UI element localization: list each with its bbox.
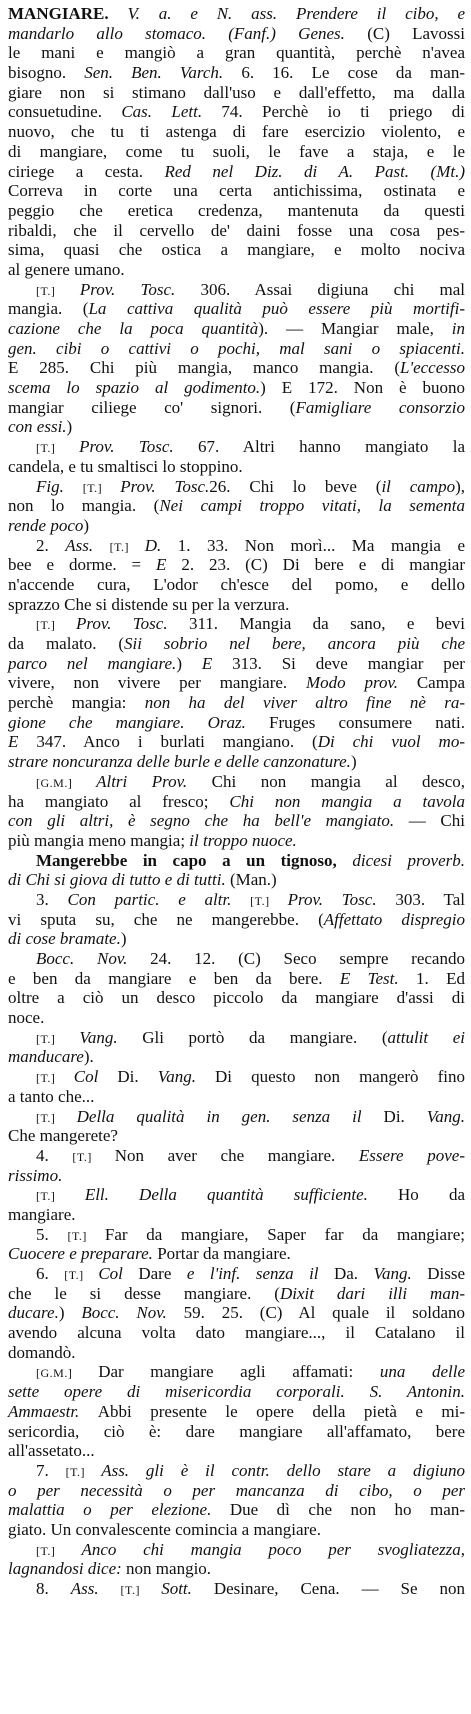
text-segment: 8. — [36, 1579, 71, 1598]
italic-text: Ass. — [65, 535, 110, 555]
text-segment: Far da mangiare, Saper far da mangiare; — [104, 1224, 466, 1244]
editor-tag: [T.] — [36, 1189, 85, 1204]
text-line — [8, 378, 465, 398]
italic-text: manducare — [8, 1047, 84, 1067]
editor-tag: [T.] — [72, 1149, 115, 1164]
text-line — [8, 1185, 465, 1205]
text-segment: ) — [66, 417, 73, 437]
text-line — [8, 831, 465, 851]
text-segment: bisogno. — [8, 63, 85, 83]
italic-text: V. a. e N. ass. Prendere il cibo, e — [108, 4, 465, 23]
text-segment: ), — [455, 476, 465, 496]
text-line — [8, 1402, 465, 1422]
italic-text: Affettato dispregio — [323, 909, 465, 929]
text-line — [8, 4, 465, 24]
text-segment: giato. Un convalescente comincia a mangiare. — [8, 1519, 321, 1539]
text-segment: vivere, non vivere per mangiare. — [8, 673, 307, 693]
text-line — [8, 319, 465, 339]
text-line — [8, 240, 465, 260]
text-segment: non mangio. — [126, 1559, 212, 1579]
text-line — [8, 1205, 465, 1225]
text-line — [8, 851, 465, 871]
text-segment: 1. 33. Non morì... Ma mangia e — [177, 535, 466, 555]
text-line — [8, 752, 465, 772]
italic-text: con gli altri, è segno che ha bell'e mangiato. — [8, 811, 409, 831]
text-line — [8, 1579, 465, 1599]
italic-text: Bocc. Nov. — [81, 1303, 184, 1323]
italic-text: Altri Prov. — [96, 771, 212, 791]
text-segment: nuovo, che tu ti astenga di fare esercizio violento, e — [8, 122, 465, 142]
text-segment: ). — Mangiar male, — [258, 319, 452, 338]
text-segment: 303. Tal — [395, 889, 465, 909]
italic-text: Vang. — [79, 1027, 143, 1047]
text-line — [8, 477, 465, 497]
text-line — [8, 1500, 465, 1520]
text-segment: 24. 12. (C) Seco sempre recando — [150, 949, 465, 968]
text-segment: 74. Perchè io ti priego di — [221, 102, 466, 122]
text-segment: mangiare. — [8, 1204, 76, 1224]
text-segment: ) — [120, 929, 127, 949]
text-line — [8, 398, 465, 418]
text-segment: e ben da mangiare e ben da bere. — [8, 968, 340, 988]
italic-text: E — [156, 555, 182, 575]
text-line — [8, 1146, 465, 1166]
text-segment: Dar mangiare agli affamati: — [98, 1362, 380, 1382]
text-segment: Dare — [138, 1264, 187, 1283]
italic-text: mandarlo allo stomaco. (Fanf.) Genes. — [8, 23, 368, 43]
text-line — [8, 83, 465, 103]
text-line — [8, 43, 465, 63]
italic-text: in — [451, 319, 465, 338]
italic-text: Ell. Della quantità sufficiente. — [84, 1185, 399, 1205]
text-line — [8, 1422, 465, 1442]
italic-text: scema lo spazio al godimento. — [8, 378, 261, 398]
italic-text: Prov. Tosc. — [120, 476, 210, 496]
text-line — [8, 1047, 465, 1067]
text-line — [8, 673, 465, 693]
italic-text: non ha del viver altro fine nè ra- — [144, 693, 465, 713]
italic-text: Sott. — [161, 1579, 214, 1598]
text-segment: ) — [176, 653, 202, 673]
italic-text: una delle — [379, 1362, 465, 1382]
italic-text: Nei campi troppo vitati, la sementa — [159, 496, 466, 516]
editor-tag: [T.] — [120, 1583, 162, 1597]
text-segment: 5. — [36, 1224, 68, 1244]
italic-text: Red nel Diz. di A. Past. (Mt.) — [164, 161, 466, 181]
text-line — [8, 102, 465, 122]
italic-text: il troppo nuoce. — [189, 830, 297, 850]
text-segment: giare non si stimano dall'uso e dall'effetto, ma dalla — [8, 82, 465, 102]
text-line — [8, 713, 465, 733]
italic-text: o per necessità o per mancanza di cibo, o per — [8, 1480, 465, 1500]
text-line — [8, 1067, 465, 1087]
text-segment: vi sputa su, che ne mangerebbe. ( — [8, 909, 324, 929]
text-segment: Non aver che mangiare. — [114, 1145, 359, 1165]
text-line — [8, 142, 465, 162]
text-segment: 6. 16. Le cose da man- — [241, 63, 465, 83]
italic-text: malattia o per elezione. — [8, 1500, 230, 1520]
text-segment: candela, e tu smaltisci lo stoppino. — [8, 456, 243, 476]
text-segment: Desinare, Cena. — Se non — [213, 1579, 466, 1598]
editor-tag: [T.] — [109, 539, 145, 554]
italic-text: strare noncuranza delle burle e delle canzonature. — [8, 752, 351, 772]
editor-tag: [T.] — [36, 1031, 80, 1046]
text-segment: ) — [58, 1303, 82, 1323]
text-segment: 67. Altri hanno mangiato la — [198, 437, 465, 457]
text-line — [8, 949, 465, 969]
text-line — [8, 1166, 465, 1186]
text-line — [8, 417, 465, 437]
editor-tag: [T.] — [64, 1268, 99, 1282]
text-line — [8, 358, 465, 378]
headword: MANGIARE. — [8, 4, 109, 23]
text-segment: mangia. ( — [8, 299, 89, 319]
italic-text: Vang. — [426, 1106, 465, 1126]
italic-text: Col — [98, 1264, 139, 1283]
text-segment: Che mangerete? — [8, 1126, 118, 1146]
text-segment: Di questo non mangerò fino — [215, 1067, 465, 1087]
text-line — [8, 575, 465, 595]
italic-text: ducare. — [8, 1303, 59, 1323]
text-line — [8, 1284, 465, 1304]
text-segment: 4. — [36, 1145, 73, 1165]
italic-text: dicesi proverb. — [352, 850, 465, 870]
italic-text: Famigliare consorzio — [295, 397, 465, 417]
italic-text: Prov. Tosc. — [287, 889, 396, 909]
text-line — [8, 24, 465, 44]
text-line — [8, 162, 465, 182]
italic-text: Modo prov. — [306, 673, 417, 693]
italic-text: di Chi si giova di tutto e di tutti. — [8, 870, 230, 890]
editor-tag: [T.] — [250, 893, 288, 908]
italic-text: con essi. — [8, 417, 67, 437]
italic-text: e l'inf. senza il — [186, 1264, 334, 1283]
italic-text: Essere pove- — [358, 1145, 465, 1165]
italic-text: D. — [144, 535, 178, 555]
text-line — [8, 280, 465, 300]
text-line — [8, 595, 465, 615]
italic-text: Ammaestr. — [8, 1401, 98, 1421]
italic-text: E — [201, 653, 233, 673]
italic-text: Cas. Lett. — [121, 102, 222, 122]
editor-tag: [T.] — [36, 1543, 82, 1558]
text-segment: Di. — [383, 1106, 427, 1126]
text-segment: avendo alcuna volta dato mangiare..., il Catalano il — [8, 1323, 465, 1343]
text-line — [8, 1028, 465, 1048]
text-line — [8, 555, 465, 575]
text-segment: domandò. — [8, 1342, 76, 1362]
italic-text: Dixit dari illi man- — [279, 1283, 465, 1303]
headword: Mangerebbe in capo a un tignoso, — [36, 850, 353, 870]
text-segment: consuetudine. — [8, 102, 122, 122]
italic-text: il campo — [381, 476, 456, 496]
text-segment: ). — [83, 1047, 94, 1067]
italic-text: lagnandosi dice: — [8, 1559, 127, 1579]
text-line — [8, 693, 465, 713]
text-segment: mangiar ciliege co' signori. ( — [8, 397, 296, 417]
text-segment: Da. — [333, 1264, 374, 1283]
text-segment: Chi non mangia al desco, — [211, 771, 466, 791]
editor-tag: [T.] — [82, 480, 121, 495]
text-line — [8, 890, 465, 910]
editor-tag: [T.] — [36, 1110, 77, 1125]
text-line — [8, 1441, 465, 1461]
editor-tag: [T.] — [36, 441, 80, 456]
italic-text: Ass. gli è il contr. dello stare a digiuno — [101, 1460, 465, 1480]
editor-tag: [T.] — [67, 1228, 105, 1243]
text-line — [8, 792, 465, 812]
text-segment: (Man.) — [229, 870, 277, 890]
italic-text: La cattiva qualità può essere più mortifi- — [88, 299, 465, 319]
italic-text: Ass. — [70, 1579, 121, 1598]
italic-text: Bocc. Nov. — [36, 949, 151, 968]
editor-tag: [T.] — [65, 1464, 102, 1479]
text-segment: più mangia meno mangia; — [8, 830, 190, 850]
text-segment: a tanto che... — [8, 1086, 95, 1106]
text-segment: di mangiare, come tu suoli, le fave a staja, e le — [8, 141, 465, 161]
text-segment: 311. Mangia da sano, e bevi — [188, 614, 465, 634]
text-line — [8, 969, 465, 989]
text-segment: 285. Chi più mangia, manco mangia. ( — [39, 358, 400, 378]
italic-text: Vang. — [157, 1067, 215, 1087]
text-line — [8, 516, 465, 536]
text-segment: al genere umano. — [8, 259, 125, 279]
text-segment: non lo mangia. ( — [8, 496, 160, 516]
text-line — [8, 1323, 465, 1343]
italic-text: attulit ei — [387, 1027, 466, 1047]
italic-text: Fig. — [36, 476, 83, 496]
editor-tag: [T.] — [36, 283, 80, 298]
text-segment: 2. 23. (C) Di bere e di mangiar — [181, 555, 465, 575]
italic-text: Chi non mangia a tavola — [229, 791, 465, 811]
dictionary-entry-mangiare — [8, 4, 465, 1599]
text-segment: ) — [350, 752, 357, 772]
text-line — [8, 929, 465, 949]
editor-tag: [G.M.] — [36, 775, 97, 790]
text-segment: Lavossi — [389, 23, 466, 43]
text-segment: Di. — [117, 1067, 158, 1087]
text-line — [8, 732, 465, 752]
text-line — [8, 181, 465, 201]
text-segment: all'assetato... — [8, 1441, 95, 1461]
italic-text: Prov. Tosc. — [79, 279, 201, 299]
text-segment: 7. — [36, 1460, 66, 1480]
text-line — [8, 260, 465, 280]
text-segment: 306. Assai digiuna chi mal — [200, 279, 466, 299]
text-segment: (C) — [367, 23, 390, 43]
text-line — [8, 634, 465, 654]
italic-text: parco nel mangiare. — [8, 653, 177, 673]
text-segment: peggio che eretica credenza, mantenuta da questi — [8, 200, 465, 220]
text-segment: Ho da — [398, 1185, 465, 1205]
text-line — [8, 1126, 465, 1146]
text-segment: 6. — [36, 1264, 65, 1283]
italic-text: Col — [73, 1067, 118, 1087]
text-line — [8, 437, 465, 457]
italic-text: cazione che la poca quantità — [8, 319, 259, 338]
text-segment: sprazzo Che si distende su per la verzura. — [8, 594, 290, 614]
text-line — [8, 1520, 465, 1540]
text-line — [8, 1264, 465, 1284]
text-segment: ) — [83, 515, 90, 535]
text-line — [8, 122, 465, 142]
text-line — [8, 654, 465, 674]
text-segment: Fruges consumere nati. — [269, 712, 465, 732]
text-segment: Portar da mangiare. — [157, 1244, 291, 1264]
text-line — [8, 910, 465, 930]
italic-text: rissimo. — [8, 1165, 63, 1185]
text-segment: 313. Si deve mangiar per — [232, 653, 465, 673]
text-line — [8, 221, 465, 241]
text-line — [8, 536, 465, 556]
italic-text: L'eccesso — [399, 358, 465, 378]
text-segment: 26. Chi lo beve ( — [209, 476, 382, 496]
text-segment: Disse — [427, 1264, 465, 1283]
text-line — [8, 1362, 465, 1382]
italic-text: E Test. — [339, 968, 416, 988]
italic-text: gen. cibi o cattivi o pochi, mal sani o spiacenti. — [8, 338, 465, 358]
italic-text: gione che mangiare. Oraz. — [8, 712, 270, 732]
editor-tag: [T.] — [36, 1071, 74, 1086]
text-line — [8, 496, 465, 516]
italic-text: Prov. Tosc. — [79, 437, 199, 457]
text-segment: n'accende cura, L'odor ch'esce del pomo, e dello — [8, 574, 465, 594]
text-segment: perchè mangia: — [8, 693, 145, 713]
italic-text: Sii sobrio nel bere, ancora più che — [124, 634, 465, 653]
italic-text: Di chi vuol mo- — [317, 732, 465, 752]
text-line — [8, 772, 465, 792]
text-line — [8, 811, 465, 831]
text-segment: E — [8, 358, 40, 378]
text-segment: noce. — [8, 1008, 45, 1028]
text-line — [8, 457, 465, 477]
text-line — [8, 201, 465, 221]
text-segment: che le si desse mangiare. ( — [8, 1283, 280, 1303]
italic-text: di cose bramate. — [8, 929, 121, 949]
text-line — [8, 1481, 465, 1501]
text-line — [8, 299, 465, 319]
text-segment: sericordia, ciò è: dare mangiare all'affamato, bere — [8, 1421, 465, 1441]
text-line — [8, 1225, 465, 1245]
text-line — [8, 1461, 465, 1481]
text-segment: ciriege a cesta. — [8, 161, 165, 181]
italic-text: Vang. — [373, 1264, 428, 1283]
text-segment: Campa — [416, 673, 465, 693]
italic-text: Sen. Ben. Varch. — [84, 63, 242, 83]
text-line — [8, 339, 465, 359]
text-segment: sima, quasi che ostica a mangiare, e molto nociva — [8, 240, 465, 260]
editor-tag: [T.] — [36, 618, 77, 633]
text-line — [8, 1303, 465, 1323]
italic-text: E — [8, 732, 37, 752]
text-line — [8, 1559, 465, 1579]
text-line — [8, 1540, 465, 1560]
text-segment: le mani e mangiò a gran quantità, perchè n'avea — [8, 43, 465, 63]
italic-text: Con partic. e altr. — [67, 889, 251, 909]
text-segment: da malato. ( — [8, 634, 125, 653]
italic-text: Prov. Tosc. — [76, 614, 189, 634]
text-segment: ha mangiato al fresco; — [8, 791, 230, 811]
text-line — [8, 1087, 465, 1107]
text-segment: Correva in corte una certa antichissima, ostinata e — [8, 181, 465, 201]
text-line — [8, 1244, 465, 1264]
editor-tag: [G.M.] — [36, 1366, 99, 1381]
text-segment: bee e dorme. = — [8, 555, 157, 575]
text-line — [8, 1107, 465, 1127]
text-line — [8, 614, 465, 634]
text-line — [8, 988, 465, 1008]
text-segment: ) E 172. Non è buono — [260, 378, 465, 398]
text-segment: 1. Ed — [415, 968, 465, 988]
text-line — [8, 1382, 465, 1402]
text-line — [8, 870, 465, 890]
text-segment: Due dì che non ho man- — [229, 1500, 465, 1520]
italic-text: Anco chi mangia poco per svogliatezza, — [81, 1539, 466, 1559]
text-line — [8, 1008, 465, 1028]
text-line — [8, 1343, 465, 1363]
text-segment: 2. — [36, 535, 66, 555]
text-segment: 59. 25. (C) Al quale il soldano — [183, 1303, 465, 1323]
italic-text: sette opere di misericordia corporali. S. Antonin. — [8, 1382, 465, 1402]
text-segment: Abbi presente le opere della pietà e mi- — [97, 1401, 465, 1421]
text-segment: ribaldi, che il cervello de' daini fosse una cosa pes- — [8, 220, 465, 240]
text-segment: — Chi — [408, 811, 465, 831]
text-segment: 347. Anco i burlati mangiano. ( — [36, 732, 318, 752]
text-segment: Gli portò da mangiare. ( — [142, 1027, 388, 1047]
italic-text: rende poco — [8, 515, 84, 535]
italic-text: Cuocere e preparare. — [8, 1244, 158, 1264]
text-segment: 3. — [36, 889, 68, 909]
text-line — [8, 63, 465, 83]
text-segment: oltre a ciò un desco piccolo da mangiare d'assi di — [8, 988, 465, 1008]
italic-text: Della qualità in gen. senza il — [76, 1106, 384, 1126]
